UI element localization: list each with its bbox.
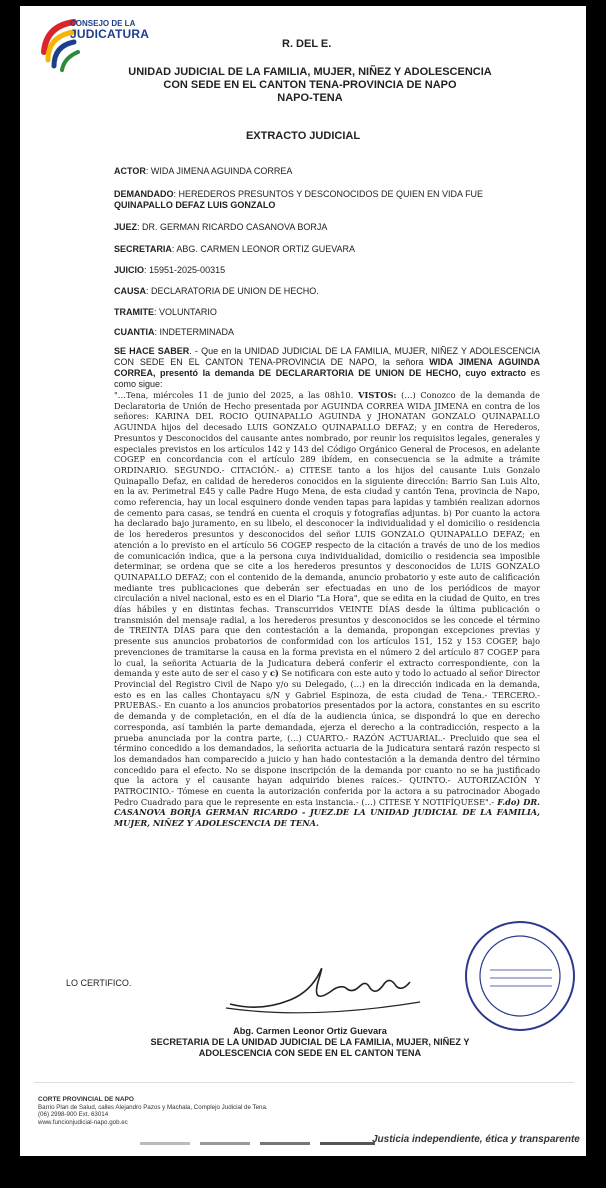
signatory-role2: ADOLESCENCIA CON SEDE EN EL CANTON TENA <box>198 1048 422 1058</box>
field-tramite-label: TRAMITE <box>114 307 154 317</box>
field-actor-value: : WIDA JIMENA AGUINDA CORREA <box>145 166 293 176</box>
handwritten-signature <box>220 942 430 1022</box>
field-demandado-value-bold: QUINAPALLO DEFAZ LUIS GONZALO <box>114 200 276 210</box>
intro-bold: WIDA JIMENA AGUINDA CORREA, presentó la demanda DE DECLARARTORIA DE UNION DE HECHO, cuyo extracto <box>114 357 540 378</box>
field-secretaria <box>114 244 514 255</box>
footer-divider <box>34 1082 574 1083</box>
field-juicio <box>114 265 514 276</box>
field-secretaria-value: : ABG. CARMEN LEONOR ORTIZ GUEVARA <box>171 244 356 254</box>
field-causa <box>114 286 514 297</box>
footer-motto: Justicia independiente, ética y transparente <box>372 1134 580 1145</box>
field-secretaria-label: SECRETARIA <box>114 244 172 254</box>
body-p2: (…) Conozco de la demanda de Declaratoria de Unión de Hecho presentada por AGUINDA CORREA WIDA JIMENA en contra de los señores: KARINA DEL ROCIO QUINAPALLO AGUINDA y JHONATAN GONZALO QUINAPALLO AGUINDA hijos del decesado LUIS GONZALO QUINAPALLO DEFAZ; y en contra de Herederos, Presuntos y Desconocidos del causante antes nombrado, por reunir los requisitos legales, generales y especiales previstos en los artículos 142 y 143 del Código Orgánico General de Procesos, en adelante COGEP en concordancia con el artículo 289 ibídem, en consecuencia se la admite a trámite ORDINARIO. SEGUNDO.- CITACIÓN.- a) CITESE tanto a los hijos del causante Luis Gonzalo Quinapallo Defaz, en calidad de herederos conocidos en la siguiente dirección: Barrio San Luis Alto, en la av. Perimetral E45 y calle Padre Hugo Mena, de esta ciudad y cantón Tena, provincia de Napo, como referencia, hay un local esquinero donde venden tapas para lapidas y también realizan adornos de cemento para casas, se tendrá en cuenta el croquis y fotografías adjuntas. b) Por cuanto la actora ha declarado bajo juramento, en su libelo, el desconocer la individualidad y el domicilio o residencia de los herederos presuntos y desconocidos del señor LUIS GONZALO QUINAPALLO DEFAZ; en atención a lo previsto en el artículo 56 COGEP respecto de la citación a través de uno de los medios de comunicación indica, que a la persona cuya individualidad, domicilio o residencia sea imposible determinar, se ordena que se cite a los herederos presuntos y desconocidos de LUIS GONZALO QUINAPALLO DEFAZ; con el contenido de la demanda, anuncio probatorio y este auto de calificación mediante tres publicaciones que deberán ser efectuadas en uno de los periódicos de mayor circulación a nivel nacional, esto es en el Diario "La Hora", que se edita en la ciudad de Quito, en tres días hábiles y en distintas fechas. Transcurridos VEINTE DÍAS desde la última publicación o transmisión del mensaje radial, a los herederos presuntos y desconocidos se les concede el término de TREINTA DÍAS para que den contestación a la demanda, propongan excepciones previas y presente sus anuncios probatorios de conformidad con los artículos 151, 152 y 153 COGEP, bajo prevenciones de tramitarse la causa en la forma prevista en el número 2 del artículo 87 COGEP para lo cual, la señorita Actuaria de la Judicatura deberá conferir el extracto correspondiente, con la demanda y este auto de ser el caso y <box>114 390 541 679</box>
field-tramite <box>114 307 514 318</box>
field-demandado-label: DEMANDADO <box>114 189 174 199</box>
signature-block <box>130 1026 490 1059</box>
field-juez-label: JUEZ <box>114 222 138 232</box>
field-demandado <box>114 189 534 211</box>
header-line2: CON SEDE EN EL CANTON TENA-PROVINCIA DE NAPO <box>163 79 457 91</box>
field-actor-label: ACTOR <box>114 166 146 176</box>
court-stamp <box>460 916 580 1036</box>
court-header <box>100 66 520 105</box>
footer-phone: (06) 2998-900 Ext. 63014 <box>38 1111 109 1119</box>
field-causa-value: : DECLARATORIA DE UNION DE HECHO. <box>146 286 319 296</box>
intro-lead: SE HACE SABER <box>114 346 190 356</box>
field-demandado-value: : HEREDEROS PRESUNTOS Y DESCONOCIDOS DE QUIEN EN VIDA FUE <box>173 189 484 199</box>
document-title: EXTRACTO JUDICIAL <box>245 130 361 142</box>
footer-address: Barrio Plan de Salud, calles Alejandro Pazos y Machala, Complejo Judicial de Tena. <box>38 1103 268 1111</box>
body-p1: "…Tena, miércoles 11 de junio del 2025, a las 08h10. <box>114 390 354 400</box>
intro-paragraph <box>114 346 540 390</box>
signatory-name: Abg. Carmen Leonor Ortiz Guevara <box>233 1026 387 1036</box>
lo-certifico: LO CERTIFICO. <box>66 978 132 988</box>
field-juicio-label: JUICIO <box>114 265 145 275</box>
footer-org: CORTE PROVINCIAL DE NAPO <box>38 1096 134 1103</box>
footer-contact <box>38 1096 268 1126</box>
body-vistos: VISTOS: <box>353 390 397 400</box>
motto-decoration <box>140 1142 380 1145</box>
body-p3: Se notificara con este auto y todo lo actuado al señor Director Provincial del Registro Civil de Napo y/o su Delegado, (…) en la dirección indicada en la demanda, esto es en las calles Chontayacu s/N y Gabriel Espinoza, de esta ciudad de Tena.- TERCERO.- PRUEBAS.- En cuanto a los anuncios probatorios presentados por la actora, constantes en su escrito de demanda y de completación, en el día de la audiencia única, se dispondrá lo que en derecho corresponda, así también la parte demandada, ejerza el derecho a la contradicción, respecto a la prueba anunciada por la contra parte, (…) CUARTO.- RAZÓN ACTUARIAL.- Precluido que sea el término concedido a los demandados, la señorita actuaria de la Judicatura sentará razón respecto si los demandados han comparecido a juicio y han hado contestación a la demanda dentro del término concedido para el efecto. No se dispone inscripción de la demanda por cuanto no se ha justificado que la actora y el causante hayan adquirido bienes raíces.- QUINTO.- AUTORIZACIÓN Y PATROCINIO.- Tómese en cuenta la autorización conferida por la actora a su patrocinador Abogado Pedro Cuadrado para que le represente en esta instancia.- (…) CITESE Y NOTIFÍQUESE".- <box>114 668 540 807</box>
intro-text: . - Que en la UNIDAD JUDICIAL DE LA FAMILIA, MUJER, NIÑEZ Y ADOLESCENCIA CON SEDE EN EL CANTON TENA-PROVINCIA DE NAPO, la señora <box>114 346 541 367</box>
field-cuantia-label: CUANTIA <box>114 327 155 337</box>
logo-line2: JUDICATURA <box>70 27 150 41</box>
field-juicio-value: : 15951-2025-00315 <box>144 265 226 275</box>
field-actor <box>114 166 514 177</box>
header-line1: UNIDAD JUDICIAL DE LA FAMILIA, MUJER, NIÑEZ Y ADOLESCENCIA <box>128 66 492 78</box>
signatory-role1: SECRETARIA DE LA UNIDAD JUDICIAL DE LA FAMILIA, MUJER, NIÑEZ Y <box>150 1037 470 1047</box>
field-cuantia-value: : INDETERMINADA <box>154 327 235 337</box>
intro-tail: es como sigue: <box>114 368 540 389</box>
header-line3: NAPO-TENA <box>277 92 343 104</box>
field-juez-value: : DR. GERMAN RICARDO CASANOVA BORJA <box>137 222 328 232</box>
field-juez <box>114 222 514 233</box>
logo-text <box>70 20 149 40</box>
r-del-e: R. DEL E. <box>282 38 332 50</box>
footer-web: www.funcionjudicial-napo.gob.ec <box>38 1118 128 1126</box>
field-tramite-value: : VOLUNTARIO <box>154 307 217 317</box>
logo-line1: CONSEJO DE LA <box>70 19 136 28</box>
body-firma: F.do) DR. CASANOVA BORJA GERMAN RICARDO - JUEZ.DE LA UNIDAD JUDICIAL DE LA FAMILIA, MUJER, NIÑEZ Y ADOLESCENCIA DE TENA. <box>114 796 541 829</box>
field-cuantia <box>114 327 514 338</box>
document-page <box>20 6 586 1156</box>
extract-body <box>114 390 540 829</box>
field-causa-label: CAUSA <box>114 286 147 296</box>
body-c: c) <box>267 668 279 679</box>
